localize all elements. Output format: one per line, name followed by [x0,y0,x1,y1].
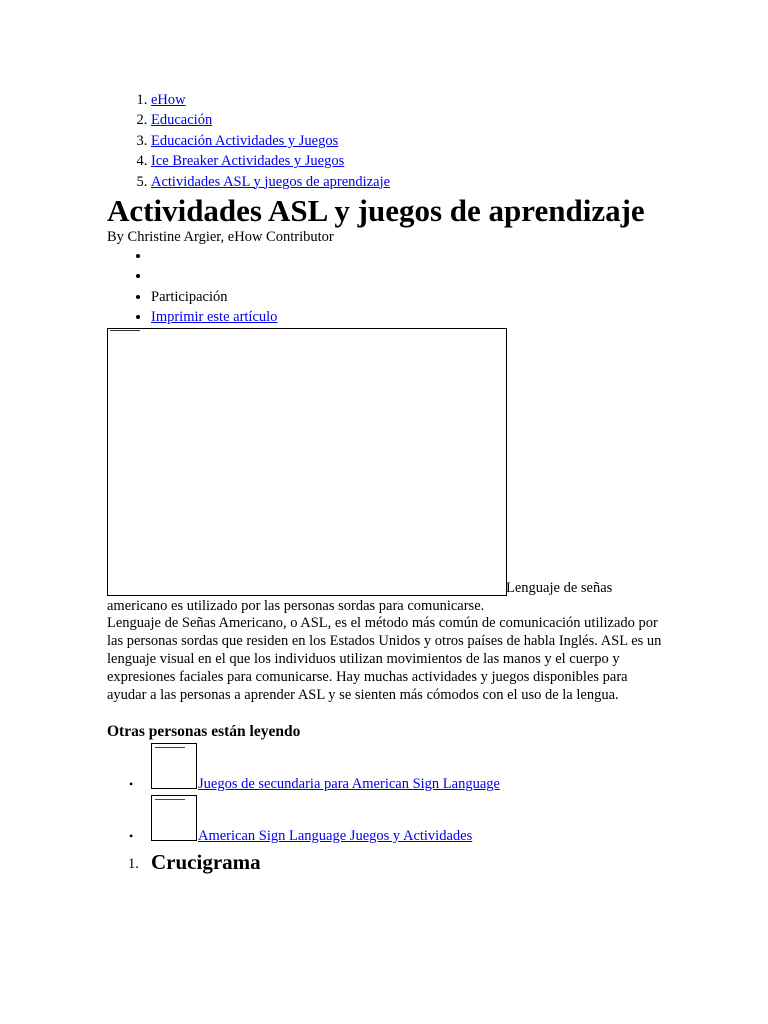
article-tools-list [107,246,651,328]
print-article-item [151,307,651,327]
related-thumbnail[interactable] [151,795,197,841]
breadcrumb-item [151,110,751,130]
thumbnail-alt-mark [155,747,185,748]
related-thumbnail[interactable] [151,743,197,789]
breadcrumb-item [151,90,751,110]
section-number: 1. [128,856,139,872]
image-caption-part1: Lenguaje de señas [506,580,613,596]
bullet-icon: • [129,777,134,791]
breadcrumb-link-ehow[interactable]: eHow [151,92,186,108]
image-caption-part2: americano es utilizado por las personas sordas para comunicarse. [107,598,485,614]
thumbnail-alt-mark [155,799,185,800]
page-title: Actividades ASL y juegos de aprendizaje [107,193,645,228]
article-image-placeholder [107,328,507,596]
article-tool-empty-1 [151,246,651,266]
breadcrumb-link-actividades-juegos[interactable]: Educación Actividades y Juegos [151,132,339,149]
breadcrumb-item [151,131,751,151]
print-article-link[interactable]: Imprimir este artículo [151,309,278,326]
breadcrumb-link-educacion[interactable]: Educación [151,112,213,129]
author-byline: By Christine Argier, eHow Contributor [107,229,334,245]
breadcrumb [107,90,751,192]
breadcrumb-link-current-article[interactable]: Actividades ASL y juegos de aprendizaje [151,173,391,190]
breadcrumb-link-ice-breaker[interactable]: Ice Breaker Actividades y Juegos [151,153,345,170]
image-alt-mark [110,330,140,331]
participation-label: • Participación [151,287,651,307]
related-link-asl-juegos[interactable]: American Sign Language Juegos y Actividades [198,828,473,844]
breadcrumb-item [151,151,751,171]
section-heading: Crucigrama [151,850,261,874]
article-tool-empty-2 [151,266,651,286]
related-link-juegos-secundaria[interactable]: Juegos de secundaria para American Sign Language [198,776,500,792]
related-heading: Otras personas están leyendo [107,723,301,740]
article-body-paragraph: Lenguaje de Señas Americano, o ASL, es el método más común de comunicación utilizado por las personas sordas que residen en los Estados Unidos y otros países de habla Inglés. ASL es un lenguaje visual en el que los individuos utilizan movimientos de las manos y el cuerpo y expresiones faciales para comunicarse. Hay muchas actividades y juegos disponibles para ayudar a las personas a aprender ASL y se sienten más cómodos con el uso de la lengua. [107,615,662,703]
bullet-icon: • [129,829,134,843]
breadcrumb-item [151,172,751,192]
related-item [107,743,607,793]
related-item [107,795,607,845]
